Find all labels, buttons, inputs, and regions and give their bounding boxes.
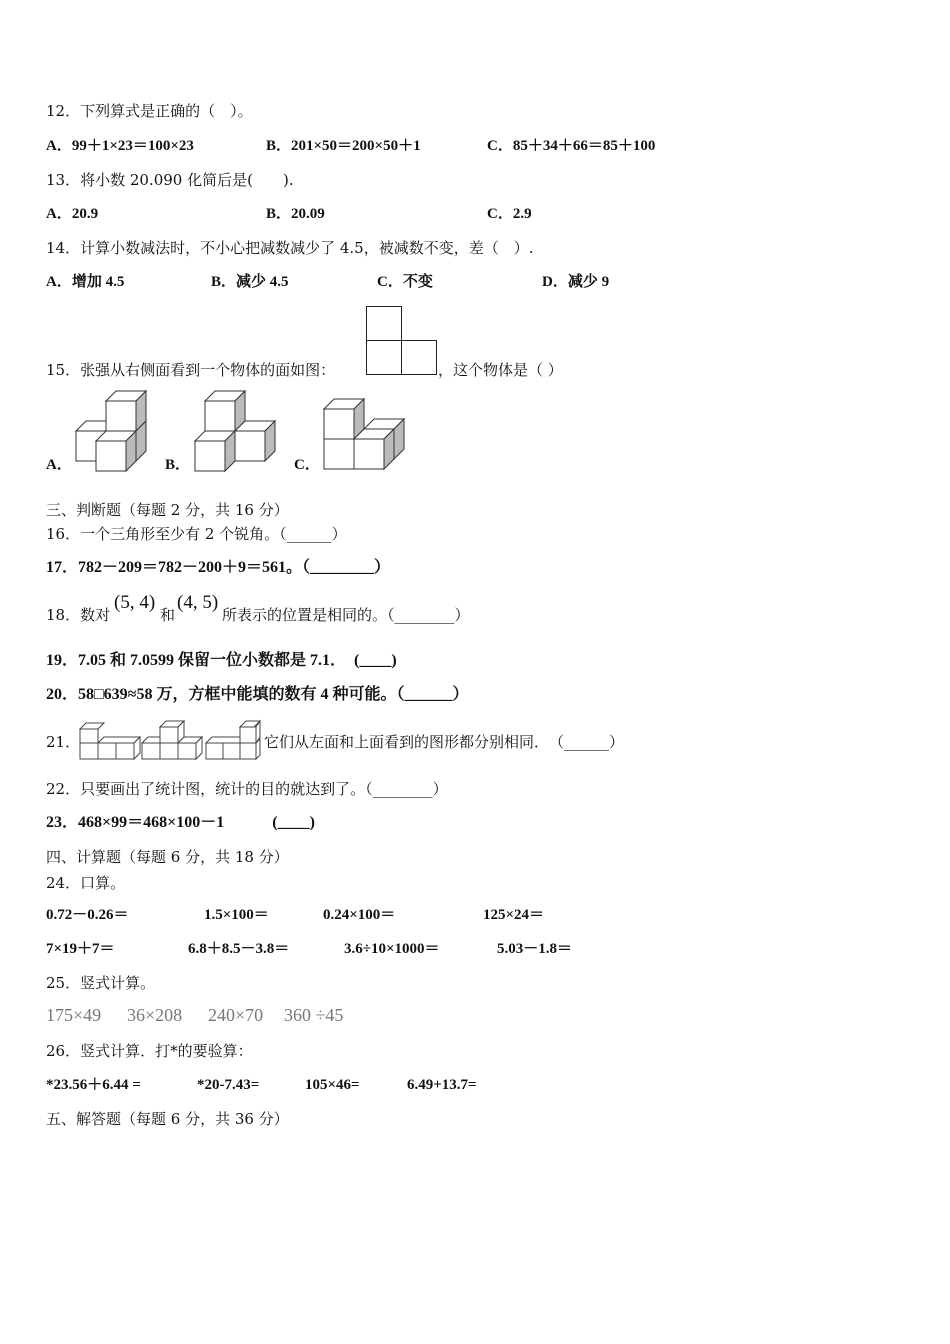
- q15-option-c-cubes[interactable]: [324, 399, 406, 471]
- q19: 19．7.05 和 7.0599 保留一位小数都是 7.1． (____): [46, 652, 397, 669]
- q25-item: 240×70: [208, 1005, 264, 1025]
- q18-prefix: 18．数对: [46, 606, 111, 624]
- q15-option-a[interactable]: A．: [46, 457, 72, 473]
- q13-option-c[interactable]: C．2.9: [487, 206, 532, 222]
- q14-stem: 14．计算小数减法时，不小心把减数减少了 4.5，被减数不变，差（ ）.: [46, 239, 534, 257]
- q25-item: 175×49: [46, 1005, 102, 1025]
- q24-item: 125×24＝: [483, 907, 545, 923]
- q24-item: 1.5×100＝: [204, 907, 269, 923]
- q26-item: *20-7.43=: [197, 1077, 260, 1093]
- q24-item: 5.03－1.8＝: [497, 941, 573, 957]
- q24-item: 0.72－0.26＝: [46, 907, 129, 923]
- q12-stem: 12．下列算式是正确的（ ）。: [46, 102, 253, 120]
- section-4-heading: 四、计算题（每题 6 分，共 18 分）: [46, 848, 289, 866]
- q26-item: 6.49+13.7=: [407, 1077, 477, 1093]
- q15-option-b[interactable]: B．: [165, 457, 191, 473]
- q21-suffix: 它们从左面和上面看到的图形都分别相同． （______）: [264, 733, 625, 751]
- q15-option-a-cubes[interactable]: [76, 391, 151, 471]
- q14-option-b[interactable]: B．减少 4.5: [211, 274, 289, 290]
- q14-option-d[interactable]: D．减少 9: [542, 274, 610, 290]
- q18-suffix: 所表示的位置是相同的。（________）: [222, 606, 470, 624]
- q26-stem: 26．竖式计算．打*的要验算：: [46, 1042, 253, 1060]
- q17: 17．782－209＝782－200＋9＝561。（________）: [46, 559, 391, 576]
- q12-option-a[interactable]: A．99＋1×23＝100×23: [46, 138, 194, 154]
- q26-item: *23.56＋6.44 =: [46, 1077, 141, 1093]
- q14-option-c[interactable]: C．不变: [377, 274, 433, 290]
- section-3-heading: 三、判断题（每题 2 分，共 16 分）: [46, 501, 289, 519]
- q25-item: 360 ÷45: [284, 1005, 344, 1025]
- q12-option-c[interactable]: C．85＋34＋66＝85＋100: [487, 138, 656, 154]
- q22: 22．只要画出了统计图，统计的目的就达到了。（________）: [46, 780, 448, 798]
- q26-item: 105×46=: [305, 1077, 360, 1093]
- q24-item: 7×19＋7＝: [46, 941, 115, 957]
- q15-side-view-figure: [366, 306, 438, 376]
- q25-stem: 25．竖式计算。: [46, 974, 156, 992]
- q20: 20．58□639≈58 万，方框中能填的数有 4 种可能。（______）: [46, 686, 469, 703]
- q21-cube-figures: [78, 717, 264, 761]
- q15-option-b-cubes[interactable]: [195, 391, 277, 471]
- q14-option-a[interactable]: A．增加 4.5: [46, 274, 125, 290]
- q13-stem: 13．将小数 20.090 化简后是( ).: [46, 171, 294, 189]
- q18-mid: 和: [160, 606, 176, 624]
- section-5-heading: 五、解答题（每题 6 分，共 36 分）: [46, 1110, 289, 1128]
- q18-pair-2: (4, 5): [177, 592, 219, 613]
- q24-item: 0.24×100＝: [323, 907, 396, 923]
- q25-item: 36×208: [127, 1005, 183, 1025]
- q21-prefix: 21．: [46, 733, 81, 751]
- q16: 16．一个三角形至少有 2 个锐角。（______）: [46, 525, 347, 543]
- q13-option-b[interactable]: B．20.09: [266, 206, 325, 222]
- q15-stem-after: ，这个物体是（ ）: [438, 361, 563, 379]
- q18-pair-1: (5, 4): [114, 592, 156, 613]
- q13-option-a[interactable]: A．20.9: [46, 206, 99, 222]
- q24-stem: 24．口算。: [46, 874, 126, 892]
- q24-item: 3.6÷10×1000＝: [344, 941, 440, 957]
- q12-option-b[interactable]: B．201×50＝200×50＋1: [266, 138, 421, 154]
- q24-item: 6.8＋8.5－3.8＝: [188, 941, 290, 957]
- q15-stem-before: 15．张强从右侧面看到一个物体的面如图：: [46, 361, 336, 379]
- q15-option-c[interactable]: C．: [294, 457, 320, 473]
- q23: 23．468×99＝468×100－1 (____): [46, 814, 315, 831]
